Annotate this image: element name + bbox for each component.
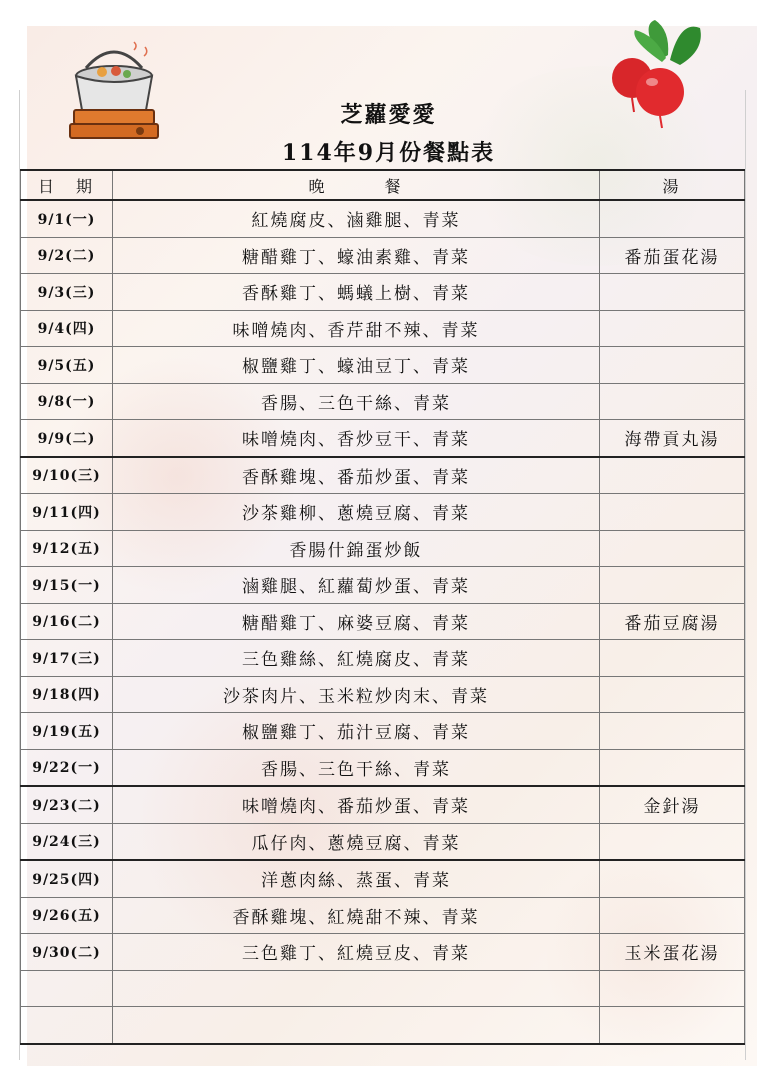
table-row (21, 860, 745, 897)
date-cell: 9/15(一) (21, 567, 113, 604)
table-row (21, 786, 745, 823)
dinner-cell: 味噌燒肉、香芹甜不辣、青菜 (113, 310, 600, 347)
column-header-soup: 湯 (600, 170, 745, 200)
table-row (21, 567, 745, 604)
soup-cell (600, 494, 745, 531)
dinner-cell: 香腸、三色干絲、青菜 (113, 383, 600, 420)
table-row (21, 494, 745, 531)
table-row (21, 676, 745, 713)
table-row (21, 713, 745, 750)
table-row (21, 970, 745, 1007)
date-cell: 9/16(二) (21, 603, 113, 640)
soup-cell (600, 860, 745, 897)
table-row (21, 603, 745, 640)
date-cell: 9/19(五) (21, 713, 113, 750)
table-row (21, 347, 745, 384)
soup-cell (600, 457, 745, 494)
date-cell: 9/5(五) (21, 347, 113, 384)
dinner-cell: 香酥雞丁、螞蟻上樹、青菜 (113, 274, 600, 311)
date-cell (21, 970, 113, 1007)
dinner-cell: 洋蔥肉絲、蒸蛋、青菜 (113, 860, 600, 897)
date-cell: 9/18(四) (21, 676, 113, 713)
soup-cell: 番茄蛋花湯 (600, 237, 745, 274)
dinner-cell: 椒鹽雞丁、茄汁豆腐、青菜 (113, 713, 600, 750)
dinner-cell: 香腸什錦蛋炒飯 (113, 530, 600, 567)
dinner-cell: 三色雞丁、紅燒豆皮、青菜 (113, 934, 600, 971)
date-cell: 9/22(一) (21, 749, 113, 786)
dinner-cell: 香酥雞塊、紅燒甜不辣、青菜 (113, 897, 600, 934)
date-cell: 9/12(五) (21, 530, 113, 567)
soup-cell: 番茄豆腐湯 (600, 603, 745, 640)
table-row (21, 640, 745, 677)
date-cell: 9/8(一) (21, 383, 113, 420)
soup-cell (600, 713, 745, 750)
soup-cell (600, 310, 745, 347)
table-row (21, 934, 745, 971)
dinner-cell: 椒鹽雞丁、蠔油豆丁、青菜 (113, 347, 600, 384)
soup-cell (600, 970, 745, 1007)
date-cell: 9/17(三) (21, 640, 113, 677)
date-cell: 9/11(四) (21, 494, 113, 531)
dinner-cell: 糖醋雞丁、麻婆豆腐、青菜 (113, 603, 600, 640)
table-row (21, 274, 745, 311)
date-cell: 9/3(三) (21, 274, 113, 311)
dinner-cell: 三色雞絲、紅燒腐皮、青菜 (113, 640, 600, 677)
soup-cell (600, 640, 745, 677)
date-cell (21, 1007, 113, 1044)
date-cell: 9/26(五) (21, 897, 113, 934)
dinner-cell (113, 1007, 600, 1044)
table-row (21, 237, 745, 274)
date-cell: 9/23(二) (21, 786, 113, 823)
dinner-cell: 瓜仔肉、蔥燒豆腐、青菜 (113, 823, 600, 860)
table-header-row (21, 170, 745, 200)
dinner-cell: 沙茶雞柳、蔥燒豆腐、青菜 (113, 494, 600, 531)
soup-cell (600, 530, 745, 567)
column-header-date: 日 期 (21, 170, 113, 200)
table-row (21, 310, 745, 347)
date-cell: 9/9(二) (21, 420, 113, 457)
dinner-cell: 滷雞腿、紅蘿蔔炒蛋、青菜 (113, 567, 600, 604)
table-row (21, 897, 745, 934)
soup-cell (600, 200, 745, 237)
soup-cell: 金針湯 (600, 786, 745, 823)
soup-cell (600, 347, 745, 384)
dinner-cell: 糖醋雞丁、蠔油素雞、青菜 (113, 237, 600, 274)
date-cell: 9/4(四) (21, 310, 113, 347)
meal-schedule-table (20, 169, 745, 1045)
soup-cell: 海帶貢丸湯 (600, 420, 745, 457)
table-row (21, 200, 745, 237)
page-title: 芝蘿愛愛 (340, 102, 437, 128)
date-cell: 9/25(四) (21, 860, 113, 897)
table-row (21, 383, 745, 420)
soup-cell (600, 897, 745, 934)
date-cell: 9/10(三) (21, 457, 113, 494)
table-row (21, 823, 745, 860)
dinner-cell: 香酥雞塊、番茄炒蛋、青菜 (113, 457, 600, 494)
soup-cell (600, 749, 745, 786)
dinner-cell (113, 970, 600, 1007)
table-row (21, 530, 745, 567)
date-cell: 9/1(一) (21, 200, 113, 237)
date-cell: 9/24(三) (21, 823, 113, 860)
soup-cell: 玉米蛋花湯 (600, 934, 745, 971)
soup-cell (600, 823, 745, 860)
dinner-cell: 沙茶肉片、玉米粒炒肉末、青菜 (113, 676, 600, 713)
soup-cell (600, 567, 745, 604)
dinner-cell: 香腸、三色干絲、青菜 (113, 749, 600, 786)
soup-cell (600, 1007, 745, 1044)
dinner-cell: 味噌燒肉、香炒豆干、青菜 (113, 420, 600, 457)
date-cell: 9/2(二) (21, 237, 113, 274)
dinner-cell: 紅燒腐皮、滷雞腿、青菜 (113, 200, 600, 237)
page-subtitle: 114年9月份餐點表 (281, 140, 496, 166)
soup-cell (600, 274, 745, 311)
table-row (21, 749, 745, 786)
table-row (21, 1007, 745, 1044)
column-header-dinner: 晚 餐 (113, 170, 600, 200)
table-row (21, 420, 745, 457)
table-row (21, 457, 745, 494)
dinner-cell: 味噌燒肉、番茄炒蛋、青菜 (113, 786, 600, 823)
soup-cell (600, 383, 745, 420)
date-cell: 9/30(二) (21, 934, 113, 971)
soup-cell (600, 676, 745, 713)
